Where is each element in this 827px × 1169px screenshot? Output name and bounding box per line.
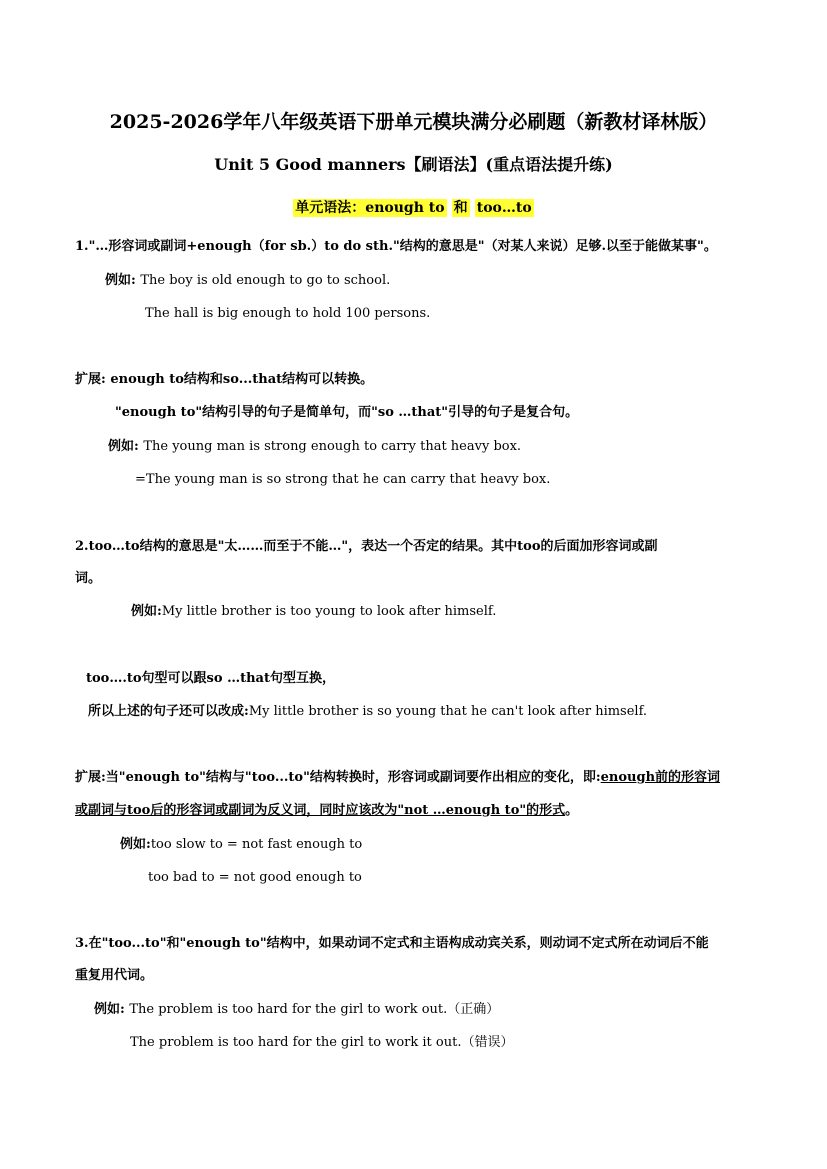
- section-heading: [0, 197, 827, 219]
- example-label: 例如:: [120, 837, 151, 852]
- document-title: 2025-2026学年八年级英语下册单元模块满分必刷题（新教材译林版）: [109, 111, 718, 133]
- conversion-text: 所以上述的句子还可以改成:: [88, 704, 249, 719]
- extension-text: enough to结构和so...that结构可以转换。: [110, 372, 374, 387]
- section-heading-conjunction: 和: [453, 200, 468, 216]
- unit-subtitle: Unit 5 Good manners【刷语法】(重点语法提升练): [214, 155, 613, 174]
- extension-underlined: enough前的形容词: [600, 770, 721, 785]
- section-heading-part-b: too…to: [476, 200, 532, 216]
- extension-underlined: 或副词与too后的形容词或副词为反义词，同时应该改为"not …enough to"的形式: [75, 803, 566, 818]
- extension-label: 扩展:: [75, 372, 106, 387]
- example-sentence: The young man is strong enough to carry that heavy box.: [143, 439, 522, 454]
- example-label: 例如:: [108, 439, 139, 454]
- conversion-example: [88, 703, 647, 721]
- example-2: [108, 438, 521, 456]
- rule-3-continued: 重复用代词。: [75, 968, 154, 983]
- extension-2-continued: [75, 802, 578, 820]
- conversion-note: too….to句型可以跟so …that句型互换，: [86, 671, 335, 686]
- example-phrase: too bad to = not good enough to: [148, 870, 362, 885]
- example-label: 例如:: [105, 273, 136, 288]
- example-sentence: The hall is big enough to hold 100 persons.: [145, 306, 431, 321]
- rule-1: 1."…形容词或副词+enough（for sb.）to do sth."结构的意思是"（对某人来说）足够.以至于能做某事"。: [75, 239, 717, 254]
- example-5: [94, 1001, 499, 1019]
- example-label: 例如:: [131, 604, 162, 619]
- example-sentence: =The young man is so strong that he can carry that heavy box.: [135, 472, 551, 487]
- example-sentence: The boy is old enough to go to school.: [140, 273, 391, 288]
- extension-1: [75, 371, 373, 389]
- rule-2: 2.too…to结构的意思是"太……而至于不能…"，表达一个否定的结果。其中too的后面加形容词或副: [75, 539, 658, 554]
- extension-text: 扩展:当"enough to"结构与"too...to"结构转换时，形容词或副词要作出相应的变化，即:: [75, 770, 601, 785]
- extension-end: 。: [565, 803, 579, 818]
- rule-3: 3.在"too...to"和"enough to"结构中，如果动词不定式和主语构成动宾关系，则动词不定式所在动词后不能: [75, 936, 709, 951]
- example-sentence: My little brother is too young to look after himself.: [161, 604, 497, 619]
- example-label: 例如:: [94, 1002, 125, 1017]
- example-sentence-wrong: The problem is too hard for the girl to work it out.（错误）: [130, 1035, 514, 1050]
- example-phrase: too slow to = not fast enough to: [150, 837, 363, 852]
- example-3: [131, 603, 496, 621]
- example-sentence-correct: The problem is too hard for the girl to work out.（正确）: [129, 1002, 500, 1017]
- example-sentence: My little brother is so young that he can't look after himself.: [248, 704, 648, 719]
- extension-text: "enough to"结构引导的句子是简单句，而"so …that"引导的句子是复合句。: [115, 405, 579, 420]
- example-1: [105, 272, 390, 290]
- rule-2-continued: 词。: [75, 571, 102, 586]
- example-4: [120, 836, 362, 854]
- section-heading-part-a: 单元语法：enough to: [295, 200, 445, 216]
- extension-2: [75, 769, 720, 787]
